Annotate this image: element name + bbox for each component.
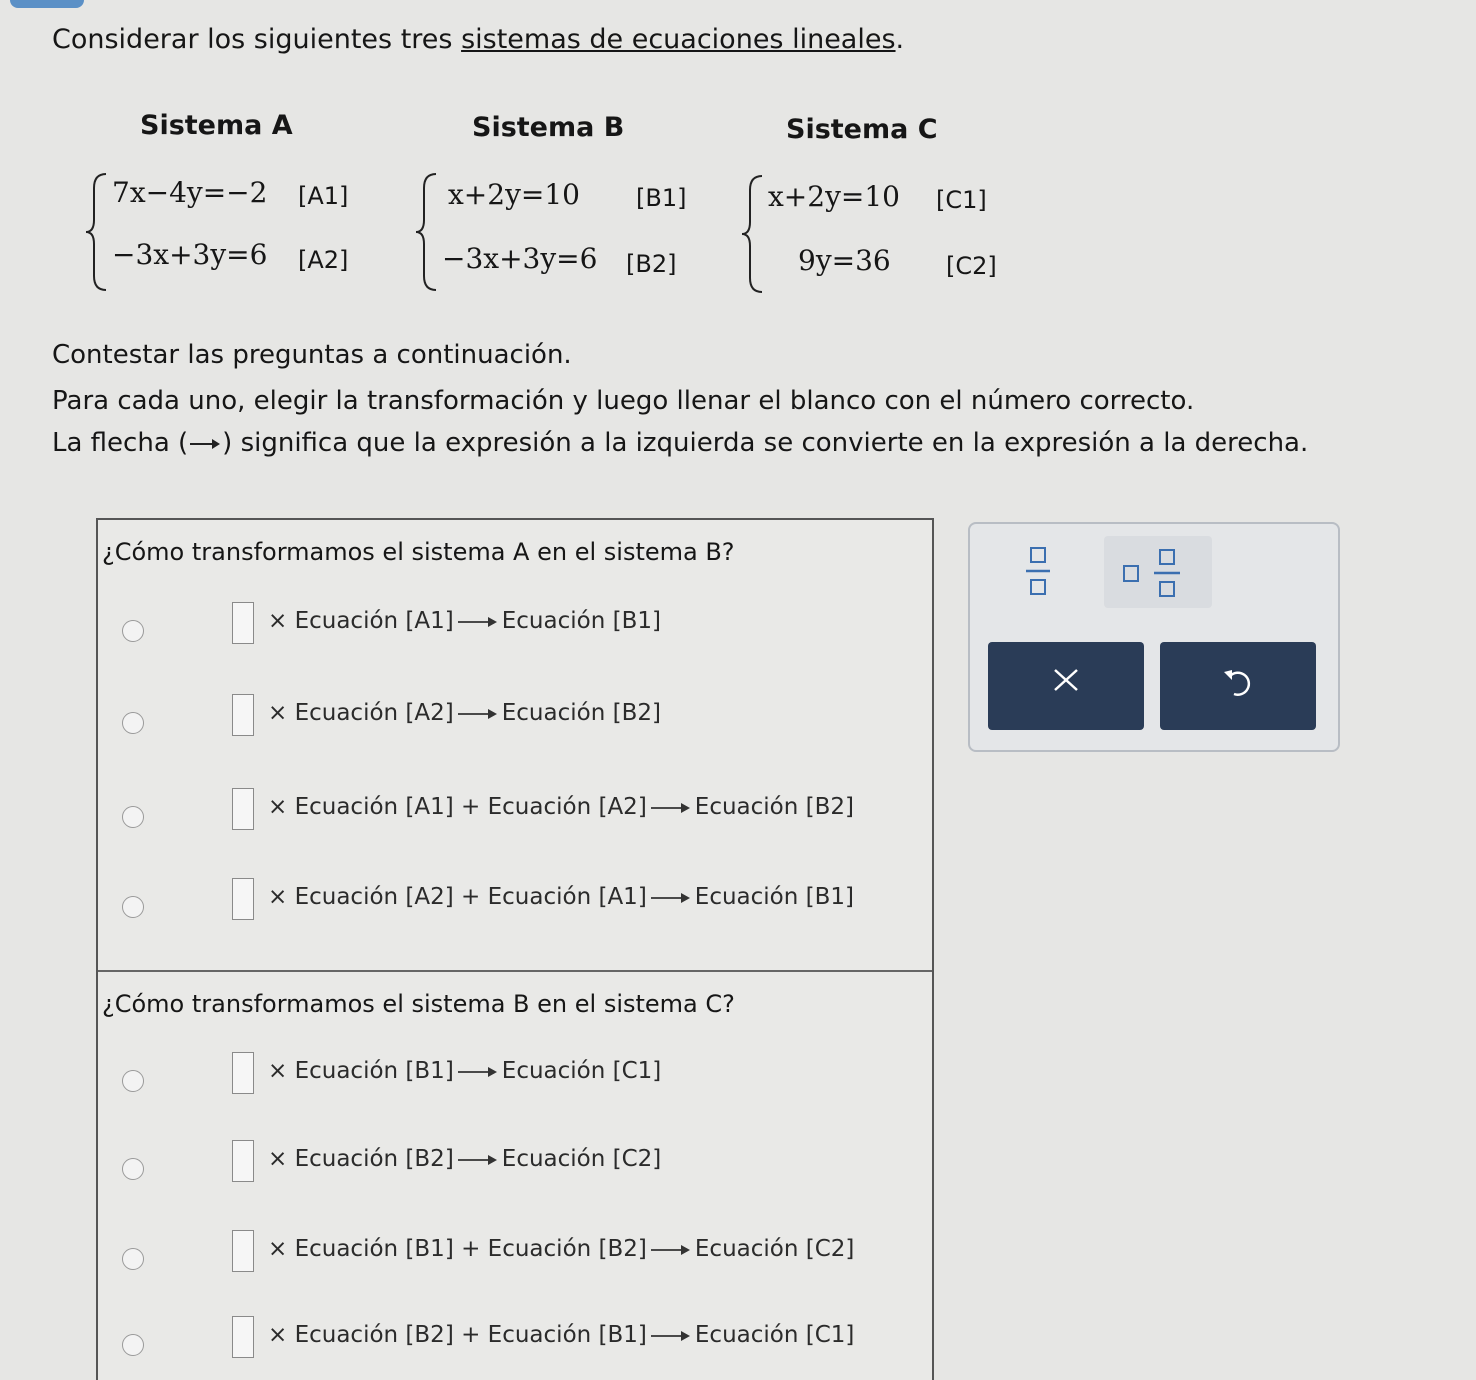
equation-b1: x+2y=10 [448,178,580,211]
arrow-icon [651,892,691,904]
system-c [740,172,1030,296]
equation-a1: 7x−4y=−2 [112,176,268,209]
option-text: × Ecuación [B2] Ecuación [C2] [268,1146,662,1172]
radio-button[interactable] [122,1334,144,1356]
radio-button[interactable] [122,1158,144,1180]
undo-icon [1160,642,1316,730]
intro-text-end: . [895,24,905,55]
number-blank-input[interactable] [232,878,254,920]
radio-button[interactable] [122,712,144,734]
fraction-icon [1010,540,1066,602]
question-1-option-1[interactable] [98,602,928,662]
radio-button[interactable] [122,896,144,918]
tag-a1: [A1] [298,182,349,210]
radio-button[interactable] [122,620,144,642]
tag-c2: [C2] [946,252,997,280]
instruction-line-3-start: La flecha ( [52,428,189,458]
option-text: × Ecuación [B1] + Ecuación [B2] Ecuación [C2] [268,1236,855,1262]
option-text: × Ecuación [A1] + Ecuación [A2] Ecuación [B2] [268,794,854,820]
arrow-icon [651,1244,691,1256]
number-blank-input[interactable] [232,1140,254,1182]
option-text: × Ecuación [A2] Ecuación [B2] [268,700,661,726]
arrow-icon [651,802,691,814]
undo-button[interactable] [1160,642,1316,730]
system-c-title: Sistema C [786,114,938,145]
number-blank-input[interactable] [232,788,254,830]
option-text: × Ecuación [A2] + Ecuación [A1] Ecuación [B1] [268,884,854,910]
brace-icon [84,170,110,294]
question-1-option-2[interactable] [98,694,928,754]
clear-button[interactable] [988,642,1144,730]
question-2-option-4[interactable] [98,1316,928,1376]
arrow-icon [458,708,498,720]
system-b-title: Sistema B [472,112,625,143]
instruction-line-2: Para cada uno, elegir la transformación y luego llenar el blanco con el número correcto. [52,386,1195,416]
option-text: × Ecuación [B1] Ecuación [C1] [268,1058,662,1084]
arrow-icon [458,1154,498,1166]
arrow-icon [458,1066,498,1078]
arrow-icon [458,616,498,628]
tag-c1: [C1] [936,186,987,214]
mixed-number-icon [1104,536,1212,608]
question-2-title: ¿Cómo transformamos el sistema B en el sistema C? [102,990,735,1018]
option-text: × Ecuación [A1] Ecuación [B1] [268,608,661,634]
option-text: × Ecuación [B2] + Ecuación [B1] Ecuación [C1] [268,1322,855,1348]
equation-a2: −3x+3y=6 [112,238,268,271]
math-palette [968,522,1340,752]
question-2-option-3[interactable] [98,1230,928,1290]
radio-button[interactable] [122,1248,144,1270]
arrow-icon [651,1330,691,1342]
question-2-option-1[interactable] [98,1052,928,1112]
instruction-line-3-end: ) significa que la expresión a la izquierda se convierte en la expresión a la derecha. [222,428,1309,458]
question-2-option-2[interactable] [98,1140,928,1200]
question-1-title: ¿Cómo transformamos el sistema A en el sistema B? [102,538,735,566]
close-icon [988,642,1144,730]
question-divider [98,970,932,972]
tag-b1: [B1] [636,184,687,212]
arrow-icon [188,437,222,451]
instruction-line-1: Contestar las preguntas a continuación. [52,340,572,370]
instruction-line-3 [52,428,1308,458]
tag-a2: [A2] [298,246,349,274]
intro-text-start: Considerar los siguientes tres [52,24,462,55]
system-a-title: Sistema A [140,110,293,141]
question-1-option-3[interactable] [98,788,928,848]
brace-icon [414,170,440,294]
number-blank-input[interactable] [232,602,254,644]
radio-button[interactable] [122,806,144,828]
mixed-number-tool[interactable] [1104,536,1212,608]
questions-panel [96,518,934,1380]
number-blank-input[interactable] [232,1316,254,1358]
equation-c1: x+2y=10 [768,180,900,213]
system-a [84,170,374,294]
system-b [414,170,714,294]
equation-c2: 9y=36 [798,244,891,277]
tag-b2: [B2] [626,250,677,278]
intro-text [52,24,904,55]
brace-icon [740,172,766,296]
number-blank-input[interactable] [232,1052,254,1094]
fraction-tool[interactable] [1010,540,1066,602]
top-tab-decoration [10,0,84,8]
number-blank-input[interactable] [232,694,254,736]
equation-b2: −3x+3y=6 [442,242,598,275]
intro-link-sistemas[interactable]: sistemas de ecuaciones lineales [461,24,896,55]
question-1-option-4[interactable] [98,878,928,938]
radio-button[interactable] [122,1070,144,1092]
number-blank-input[interactable] [232,1230,254,1272]
